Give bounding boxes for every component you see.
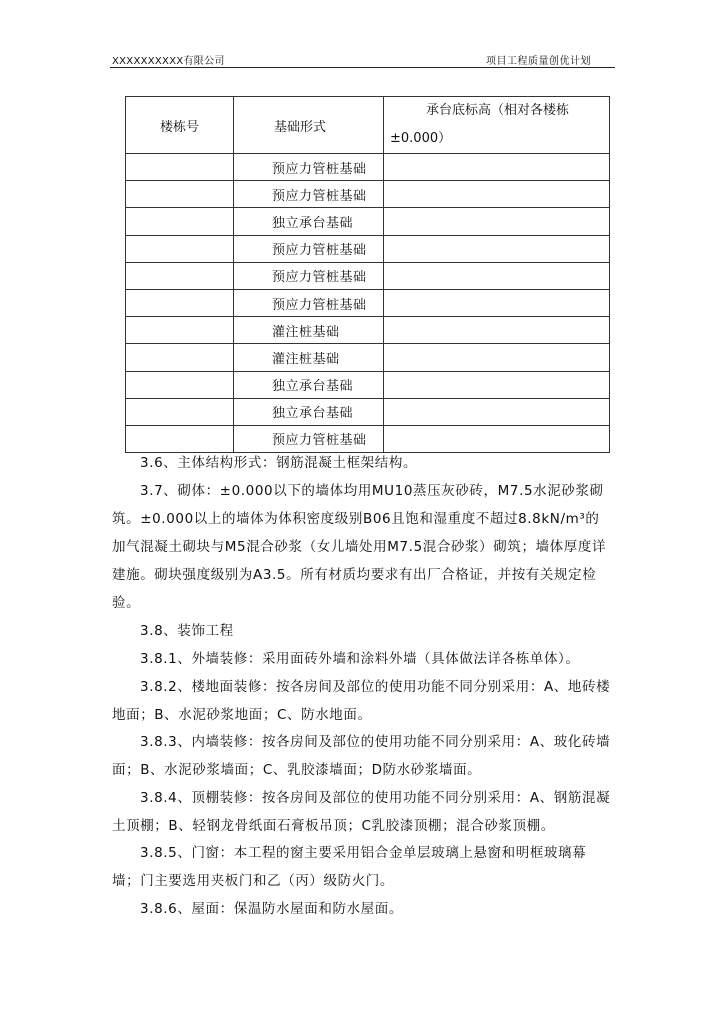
cell-foundation-type: 预应力管桩基础 bbox=[234, 289, 384, 316]
paragraph-3-8-3: 3.8.3、内墙装修：按各房间及部位的使用功能不同分别采用：A、玻化砖墙面；B、水泥砂浆墙面；C、乳胶漆墙面；D防水砂浆墙面。 bbox=[112, 734, 611, 778]
header-elevation-line1: 承台底标高（相对各楼栋 bbox=[426, 103, 570, 118]
cell-building bbox=[126, 317, 234, 344]
table-row bbox=[126, 317, 610, 344]
cell-foundation-type: 独立承台基础 bbox=[234, 398, 384, 425]
paragraph-3-8-1: 3.8.1、外墙装修：采用面砖外墙和涂料外墙（具体做法详各栋单体）。 bbox=[140, 651, 580, 667]
cell-foundation-type: 独立承台基础 bbox=[234, 371, 384, 398]
cell-elevation bbox=[384, 262, 610, 289]
cell-foundation-type: 预应力管桩基础 bbox=[234, 262, 384, 289]
cell-elevation bbox=[384, 289, 610, 316]
table-row bbox=[126, 289, 610, 316]
paragraph-3-8-4: 3.8.4、顶棚装修：按各房间及部位的使用功能不同分别采用：A、钢筋混凝土顶棚；B、轻钢龙骨纸面石膏板吊顶；C乳胶漆顶棚；混合砂浆顶棚。 bbox=[112, 790, 611, 834]
cell-building bbox=[126, 371, 234, 398]
table-row bbox=[126, 371, 610, 398]
table-row bbox=[126, 398, 610, 425]
cell-building bbox=[126, 208, 234, 235]
cell-elevation bbox=[384, 154, 610, 181]
header-elevation bbox=[384, 97, 610, 154]
table-row bbox=[126, 208, 610, 235]
cell-building bbox=[126, 235, 234, 262]
header-foundation-type: 基础形式 bbox=[234, 97, 384, 154]
cell-foundation-type: 独立承台基础 bbox=[234, 208, 384, 235]
cell-elevation bbox=[384, 398, 610, 425]
paragraph-3-8-6: 3.8.6、屋面：保温防水屋面和防水屋面。 bbox=[140, 901, 403, 917]
header-divider bbox=[110, 67, 615, 68]
cell-elevation bbox=[384, 181, 610, 208]
cell-elevation bbox=[384, 317, 610, 344]
cell-foundation-type: 预应力管桩基础 bbox=[234, 425, 384, 452]
cell-elevation bbox=[384, 344, 610, 371]
cell-building bbox=[126, 344, 234, 371]
cell-foundation-type: 灌注桩基础 bbox=[234, 317, 384, 344]
header-elevation-line2: ±0.000） bbox=[390, 131, 452, 146]
table-row bbox=[126, 262, 610, 289]
header-doc-title: 项目工程质量创优计划 bbox=[486, 56, 591, 67]
cell-building bbox=[126, 154, 234, 181]
table-row bbox=[126, 154, 610, 181]
cell-foundation-type: 灌注桩基础 bbox=[234, 344, 384, 371]
cell-building bbox=[126, 398, 234, 425]
header-company: XXXXXXXXXX有限公司 bbox=[112, 56, 225, 67]
cell-building bbox=[126, 181, 234, 208]
table-row bbox=[126, 344, 610, 371]
header-building: 楼栋号 bbox=[126, 97, 234, 154]
paragraph-3-8: 3.8、装饰工程 bbox=[140, 623, 234, 639]
paragraph-3-8-5: 3.8.5、门窗：本工程的窗主要采用铝合金单层玻璃上悬窗和明框玻璃幕墙；门主要选用夹板门和乙（丙）级防火门。 bbox=[112, 845, 587, 889]
table-row bbox=[126, 235, 610, 262]
cell-foundation-type: 预应力管桩基础 bbox=[234, 181, 384, 208]
cell-building bbox=[126, 262, 234, 289]
paragraph-3-7: 3.7、砌体：±0.000以下的墙体均用MU10蒸压灰砂砖，M7.5水泥砂浆砌筑。±0.000以上的墙体为体积密度级别B06且饱和湿重度不超过8.8kN/m³的加气混凝土砌块与M5混合砂浆（女儿墙处用M7.5混合砂浆）砌筑；墙体厚度详建施。砌块强度级别为A3.5。所有材质均要求有出厂合格证，并按有关规定检验。 bbox=[112, 483, 607, 611]
cell-foundation-type: 预应力管桩基础 bbox=[234, 154, 384, 181]
table-header-row bbox=[126, 97, 610, 154]
cell-foundation-type: 预应力管桩基础 bbox=[234, 235, 384, 262]
paragraph-3-8-2: 3.8.2、楼地面装修：按各房间及部位的使用功能不同分别采用：A、地砖楼地面；B、水泥砂浆地面；C、防水地面。 bbox=[112, 679, 611, 723]
cell-elevation bbox=[384, 371, 610, 398]
cell-elevation bbox=[384, 235, 610, 262]
table-row bbox=[126, 181, 610, 208]
foundation-table bbox=[125, 96, 610, 453]
cell-elevation bbox=[384, 208, 610, 235]
cell-building bbox=[126, 289, 234, 316]
paragraph-3-6: 3.6、主体结构形式：钢筋混凝土框架结构。 bbox=[140, 455, 418, 471]
